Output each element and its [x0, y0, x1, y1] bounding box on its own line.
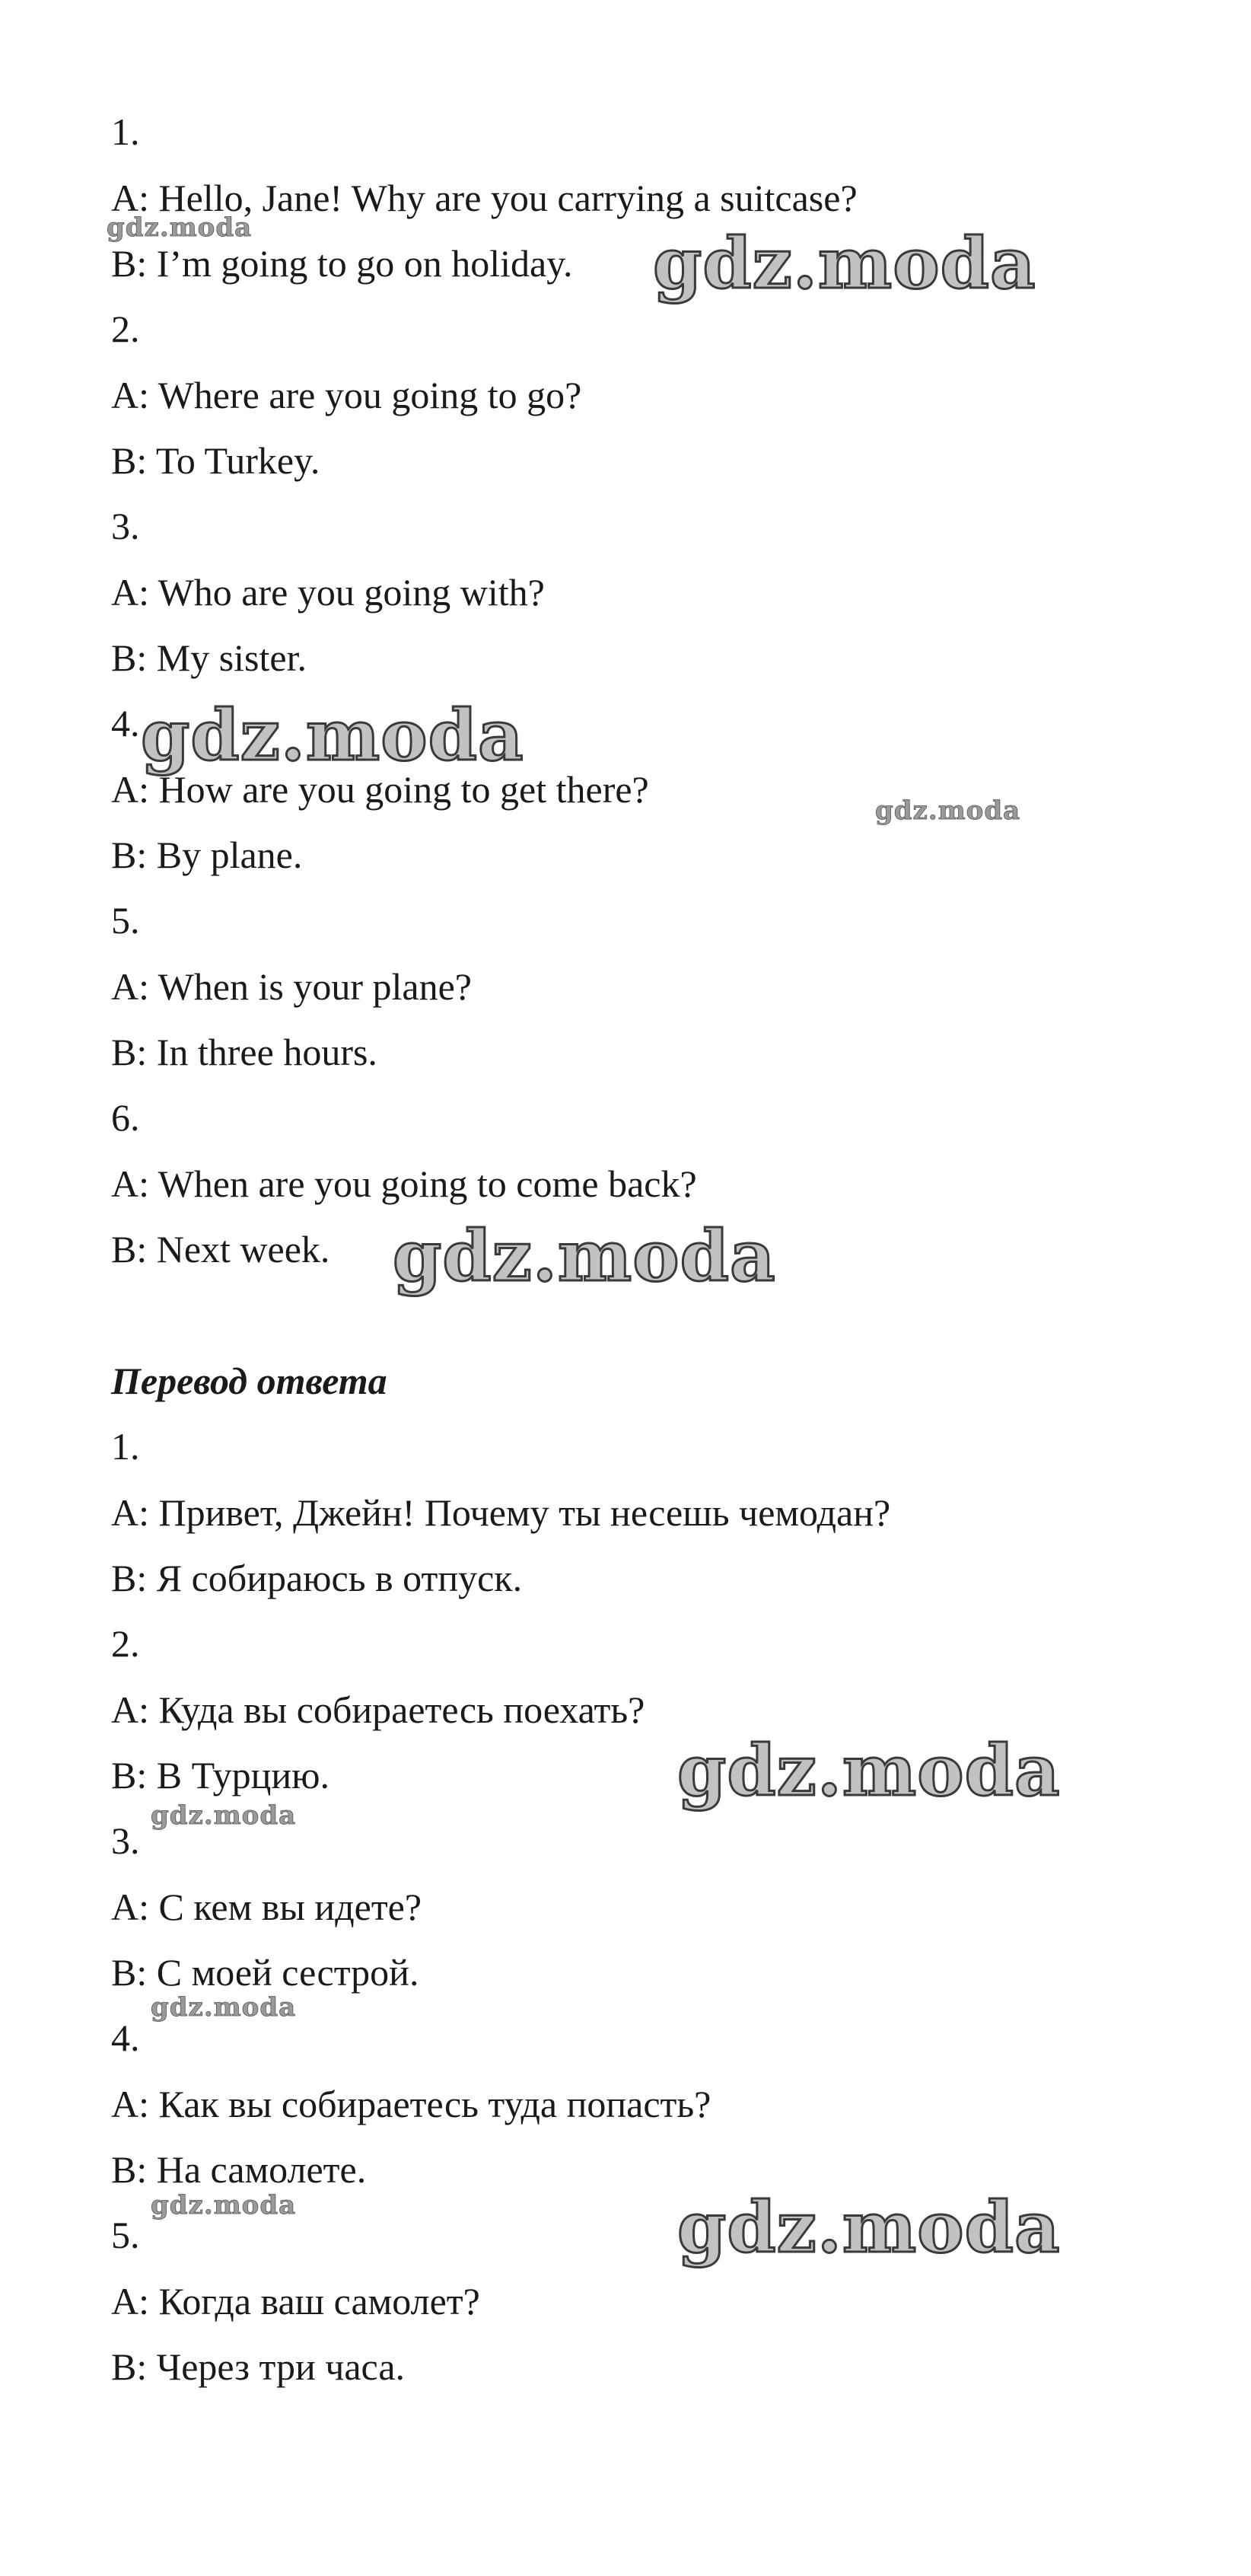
translation-1-number: 1. [111, 1425, 140, 1468]
translation-5-line-a: A: Когда ваш самолет? [111, 2280, 480, 2323]
translation-4-number: 4. [111, 2016, 140, 2059]
translation-4-line-a: A: Как вы собираетесь туда попасть? [111, 2083, 711, 2125]
watermark-small: gdz.moda [151, 1800, 297, 1831]
watermark-large: gdz.moda [677, 2186, 1061, 2268]
dialogue-4-line-b: B: By plane. [111, 834, 303, 876]
watermark-small: gdz.moda [107, 212, 253, 243]
watermark-large: gdz.moda [393, 1215, 776, 1297]
dialogue-4-line-a: A: How are you going to get there? [111, 768, 649, 811]
dialogue-1-number: 1. [111, 110, 140, 153]
watermark-large: gdz.moda [141, 694, 524, 776]
dialogue-3-number: 3. [111, 505, 140, 547]
translation-3-number: 3. [111, 1819, 140, 1862]
watermark-small: gdz.moda [151, 1992, 297, 2023]
translation-2-line-b: B: В Турцию. [111, 1754, 330, 1797]
dialogue-6-number: 6. [111, 1096, 140, 1139]
translation-3-line-a: A: С кем вы идете? [111, 1886, 422, 1928]
translation-5-line-b: B: Через три часа. [111, 2345, 406, 2388]
dialogue-6-line-b: B: Next week. [111, 1228, 330, 1270]
translation-1-line-a: A: Привет, Джейн! Почему ты несешь чемодан? [111, 1491, 891, 1534]
dialogue-5-line-a: A: When is your plane? [111, 965, 472, 1008]
dialogue-3-line-b: B: My sister. [111, 636, 307, 679]
dialogue-2-line-a: A: Where are you going to go? [111, 374, 582, 416]
watermark-large: gdz.moda [653, 222, 1036, 304]
dialogue-5-number: 5. [111, 899, 140, 942]
translation-1-line-b: B: Я собираюсь в отпуск. [111, 1557, 523, 1599]
watermark-large: gdz.moda [677, 1730, 1061, 1812]
dialogue-4-number: 4. [111, 702, 140, 744]
watermark-small: gdz.moda [151, 2190, 297, 2221]
translation-heading: Перевод ответа [111, 1360, 387, 1402]
translation-2-line-a: A: Куда вы собираетесь поехать? [111, 1688, 645, 1731]
dialogue-5-line-b: B: In three hours. [111, 1031, 377, 1073]
dialogue-1-line-b: B: I’m going to go on holiday. [111, 242, 573, 285]
watermark-small: gdz.moda [875, 795, 1021, 826]
dialogue-2-line-b: B: To Turkey. [111, 439, 320, 482]
dialogue-6-line-a: A: When are you going to come back? [111, 1162, 697, 1205]
dialogue-2-number: 2. [111, 308, 140, 350]
dialogue-1-line-a: A: Hello, Jane! Why are you carrying a suitcase? [111, 177, 858, 219]
translation-2-number: 2. [111, 1622, 140, 1665]
translation-5-number: 5. [111, 2214, 140, 2256]
dialogue-3-line-a: A: Who are you going with? [111, 571, 545, 614]
translation-3-line-b: B: С моей сестрой. [111, 1951, 419, 1994]
translation-4-line-b: B: На самолете. [111, 2148, 367, 2191]
